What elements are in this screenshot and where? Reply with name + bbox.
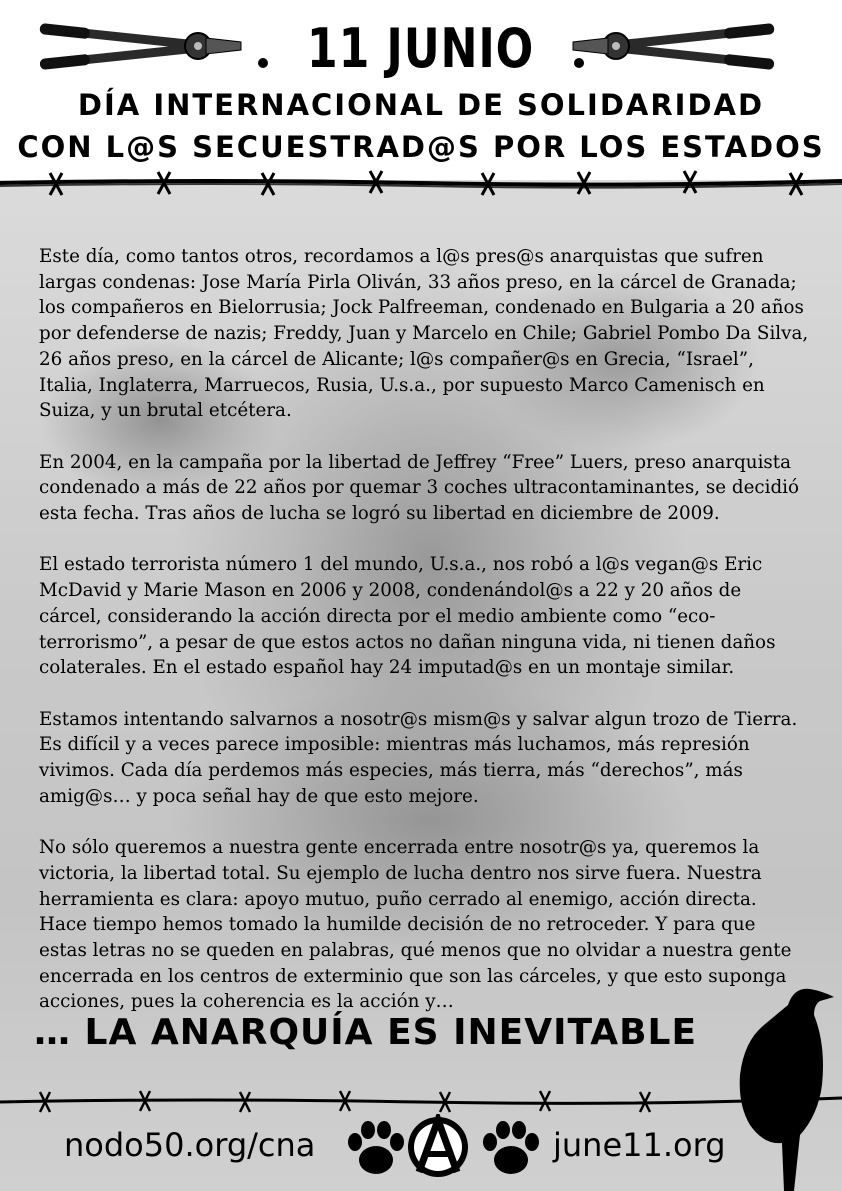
footer-link-cna[interactable]: nodo50.org/cna bbox=[64, 1126, 316, 1164]
subtitle-line-1: DÍA INTERNACIONAL DE SOLIDARIDAD bbox=[77, 88, 765, 122]
footer-link-june11[interactable]: june11.org bbox=[553, 1126, 726, 1164]
paw-print-icon bbox=[341, 1118, 411, 1178]
paragraph-usa: El estado terrorista número 1 del mundo, U.s.a., nos robó a l@s vegan@s Eric McDavid y Marie Mason en 2006 y 2008, condenándol@s a 22 y 20 años de cárcel, considerando la acción directa por el medio ambiente como “eco-terrorismo”, a pesar de que estos actos no dañan ninguna vida, ni tienen daños colaterales. En el estado español hay 24 imputad@s en un montaje similar. bbox=[39, 554, 776, 679]
paragraph-origin: En 2004, en la campaña por la libertad de Jeffrey “Free” Luers, preso anarquista condenado a más de 22 años por quemar 3 coches ultracontaminantes, se decidió esta fecha. Tras años de lucha se logró su libertad en diciembre de 2009. bbox=[39, 451, 800, 525]
paw-print-icon bbox=[476, 1118, 546, 1178]
subtitle-line-2: CON L@S SECUESTRAD@S POR LOS ESTADOS bbox=[17, 130, 825, 164]
barbed-wire-icon bbox=[0, 165, 842, 205]
paragraph-victory: No sólo queremos a nuestra gente encerrada entre nosotr@s ya, queremos la victoria, la libertad total. Su ejemplo de lucha dentro nos sirve fuera. Nuestra herramienta es clara: apoyo mutuo, puño cerrado al enemigo, acción directa. Hace tiempo hemos tomado la humilde decisión de no retroceder. Y para que estas letras no se queden en palabras, qué menos que no olvidar a nuestra gente encerrada en los centros de exterminio que son las cárceles, y que esto suponga acciones, pues la coherencia es la acción y… bbox=[39, 837, 792, 1013]
body-text bbox=[39, 244, 809, 1041]
paragraph-struggle: Estamos intentando salvarnos a nosotr@s mism@s y salvar algun trozo de Tierra. Es difícil y a veces parece imposible: mientras más luchamos, más represión vivimos. Cada día perdemos más especies, más tierra, más “derechos”, más amig@s… y poca señal hay de que esto mejore. bbox=[39, 708, 798, 807]
bullet-dot bbox=[258, 58, 268, 68]
slogan: … LA ANARQUÍA ES INEVITABLE bbox=[34, 1012, 698, 1053]
bullet-dot bbox=[574, 58, 584, 68]
page-title: 11 JUNIO bbox=[307, 17, 535, 80]
paragraph-prisoners: Este día, como tantos otros, recordamos a l@s pres@s anarquistas que sufren largas condenas: Jose María Pirla Oliván, 33 años preso, en la cárcel de Granada; los compañeros en Bielorrusia; Jock Palfreeman, condenado en Bulgaria a 20 años por defenderse de nazis; Freddy, Juan y Marcelo en Chile; Gabriel Pombo Da Silva, 26 años preso, en la cárcel de Alicante; l@s compañer@s en Grecia, “Israel”, Italia, Inglaterra, Marruecos, Rusia, U.s.a., por supuesto Marco Camenisch en Suiza, y un brutal etcétera. bbox=[39, 246, 809, 422]
circle-a-anarchy-icon bbox=[405, 1114, 471, 1180]
title-row bbox=[0, 14, 842, 84]
